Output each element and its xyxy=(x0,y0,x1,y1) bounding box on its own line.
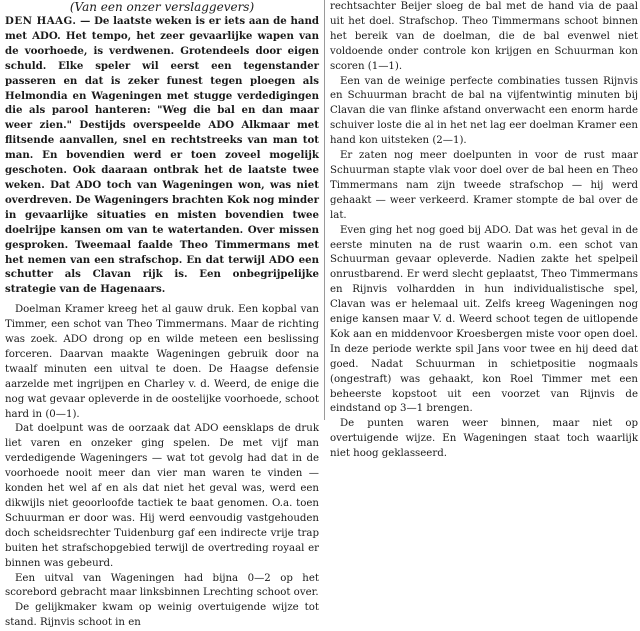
body-paragraph: Doelman Kramer kreeg het al gauw druk. Een kopbal van Timmer, een schot van Theo Timmermans. Maar de richting was zoek. ADO drong op en wilde meteen een beslissing forceren. Daarvan maakte Wageningen gebruik door na twaalf minuten een uitval te doen. De Haagse defensie aarzelde met ingrijpen en Charley v. d. Weerd, de enige die nog wat gevaar opleverde in de oostelijke voorhoede, schoot hard in (0—1). xyxy=(5,304,319,420)
column-divider xyxy=(324,0,325,420)
body-paragraph: Dat doelpunt was de oorzaak dat ADO eensklaps de druk liet varen en onzeker ging spelen. De met vijf man verdedigende Wageningers — wat tot gevolg had dat in de voorhoede nooit meer dan vier man waren te vinden — konden het wel af en als dat niet het geval was, werd een dikwijls niet geoorloofde tactiek te baat genomen. O.a. toen Schuurman er door was. Hij werd eenvoudig vastgehouden doch scheidsrechter Tuidenburg gaf een indirecte vrije trap buiten het strafschopgebied terwijl de overtreding royaal er binnen was gebeurd. xyxy=(5,423,319,569)
dateline: DEN HAAG. xyxy=(5,15,77,27)
body-paragraph: De gelijkmaker kwam op weinig overtuigende wijze tot stand. Rijnvis schoot in en xyxy=(5,602,319,629)
left-column xyxy=(5,0,320,629)
right-column xyxy=(330,0,638,460)
body-paragraph: Even ging het nog goed bij ADO. Dat was het geval in de eerste minuten na de rust waarin o.m. een schot van Schuurman gevaar opleverde. Nadien zakte het spelpeil onrustbarend. Er werd slecht geplaatst, Theo Timmermans en Rijnvis volhardden in hun individualistische spel, Clavan was er helemaal uit. Zelfs kreeg Wageningen nog enige kansen maar V. d. Weerd schoot tegen de uitlopende Kok aan en middenvoor Kroesbergen miste voor open doel. In deze periode werkte spil Jans voor twee en hij deed dat goed. Nadat Schuurman in schietpositie nogmaals (ongestraft) was gehaakt, kon Roel Timmer met een beheerste kopstoot uit een voorzet van Rijnvis de eindstand op 3—1 brengen. xyxy=(330,224,638,415)
lead-paragraph xyxy=(5,14,319,297)
byline-heading: (Van een onzer verslaggevers) xyxy=(69,0,255,14)
body-paragraph: rechtsachter Beijer sloeg de bal met de hand via de paal uit het doel. Strafschop. Theo Timmermans schoot binnen het bereik van de doelman, die de bal evenwel niet voldoende onder controle kon krijgen en Schuurman kon scoren (1—1). xyxy=(330,1,638,72)
lead-text: — De laatste weken is er iets aan de hand met ADO. Het tempo, het zeer gevaarlijke wapen van de voorhoede, is verdwenen. Grotendeels door eigen schuld. Elke speler wil eerst een tegenstander passeren en dat is zeker funest tegen ploegen als Helmondia en Wageningen met stugge verdedigingen die als parool hanteren: "Weg die bal en dan maar weer zien." Destijds overspeelde ADO Alkmaar met flitsende aanvallen, snel en rechtstreeks van man tot man. En bovendien werd er toen zoveel mogelijk geschoten. Ook daaraan ontbrak het de laatste twee weken. Dat ADO toch van Wageningen won, was niet overdreven. De Wageningers brachten Kok nog minder in gevaarlijke situaties en misten bovendien twee doelrijpe kansen om van te watertanden. Over missen gesproken. Tweemaal faalde Theo Timmermans met het nemen van een strafschop. En dat terwijl ADO een schutter als Clavan rijk is. Een onbegrijpelijke strategie van de Hagenaars. xyxy=(5,15,320,296)
body-paragraph: Er zaten nog meer doelpunten in voor de rust maar Schuurman stapte vlak voor doel over de bal heen en Theo Timmermans nam zijn tweede strafschop — hij werd gehaakt — weer verkeerd. Kramer stompte de bal over de lat. xyxy=(330,150,638,221)
body-paragraph: Een uitval van Wageningen had bijna 0—2 op het scorebord gebracht maar linksbinnen Lrechting schoot over. xyxy=(5,572,319,599)
body-paragraph: Een van de weinige perfecte combinaties tussen Rijnvis en Schuurman bracht de bal na vijfentwintig minuten bij Clavan die van flinke afstand onverwacht een enorm harde schuiver loste die al in het net lag eer doelman Kramer een hand kon uitsteken (2—1). xyxy=(330,75,638,147)
body-paragraph: De punten waren weer binnen, maar niet op overtuigende wijze. En Wageningen staat toch waarlijk niet hoog geklasseerd. xyxy=(330,418,638,460)
